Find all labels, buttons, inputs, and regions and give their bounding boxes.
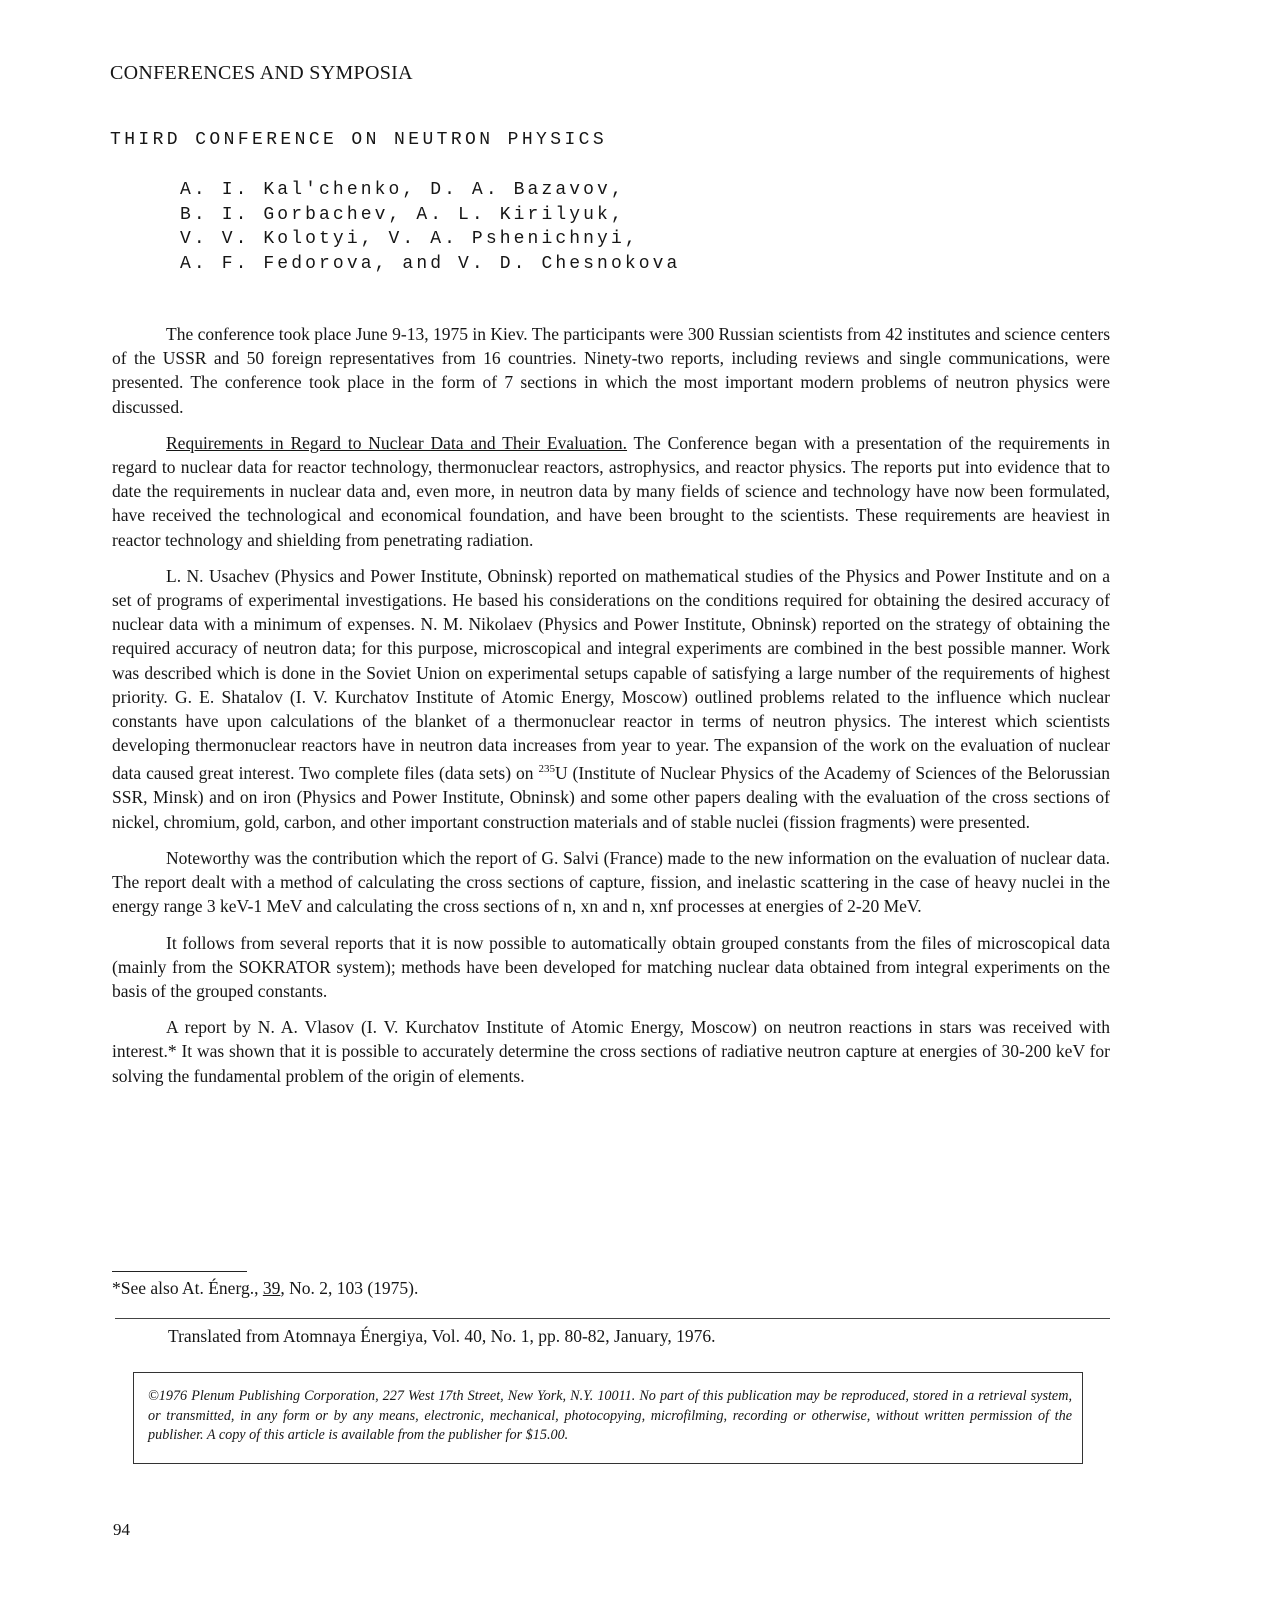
copyright-box <box>133 1372 1083 1464</box>
isotope-superscript: 235 <box>538 763 555 776</box>
article-title: THIRD CONFERENCE ON NEUTRON PHYSICS <box>110 130 608 150</box>
footnote-text: , No. 2, 103 (1975). <box>280 1278 419 1298</box>
translation-divider <box>115 1318 1110 1319</box>
translation-note: Translated from Atomnaya Énergiya, Vol. 40, No. 1, pp. 80-82, January, 1976. <box>168 1326 716 1346</box>
copyright-text: ©1976 Plenum Publishing Corporation, 227 West 17th Street, New York, N.Y. 10011. No part of this publication may be reproduced, stored in a retrieval system, or transmitted, in any form or by any means, electronic, mechanical, photocopying, microfilming, recording or otherwise, without written permission of the publisher. A copy of this article is available from the publisher for $15.00. <box>148 1388 1072 1443</box>
paragraph-text: The Conference began with a presentation of the requirements in regard to nuclear data for reactor technology, thermonuclear reactors, astrophysics, and reactor physics. The reports put into evidence that to date the requirements in nuclear data and, even more, in neutron data by many fields of science and technology have now been formulated, have received the technological and economical foundation, and have been brought to the scientists. These requirements are heaviest in reactor technology and shielding from penetrating radiation. <box>112 432 1110 550</box>
footnote-volume: 39 <box>262 1278 281 1298</box>
author-line: A. F. Fedorova, and V. D. Chesnokova <box>180 253 681 274</box>
paragraph-salvi: Noteworthy was the contribution which the report of G. Salvi (France) made to the new information on the evaluation of nuclear data. The report dealt with a method of calculating the cross sections of capture, fission, and inelastic scattering in the case of heavy nuclei in the energy range 3 keV-1 MeV and calculating the cross sections of n, xn and n, xnf processes at energies of 2-20 MeV. <box>112 847 1110 917</box>
author-list <box>180 178 680 276</box>
paragraph-text: U (Institute of Nuclear Physics of the Academy of Sciences of the Belorussian SSR, Minsk) and on iron (Physics and Power Institute, Obninsk) and some other papers dealing with the evaluation of the cross sections of nickel, chromium, gold, carbon, and other important construction materials and of stable nuclei (fission fragments) were presented. <box>112 763 1110 832</box>
subsection-heading: Requirements in Regard to Nuclear Data and Their Evaluation. <box>166 432 628 453</box>
paragraph-text: L. N. Usachev (Physics and Power Institute, Obninsk) reported on mathematical studies of the Physics and Power Institute and on a set of programs of experimental investigations. He based his considerations on the conditions required for obtaining the desired accuracy of nuclear data with a minimum of expenses. N. M. Nikolaev (Physics and Power Institute, Obninsk) reported on the strategy of obtaining the required accuracy of neutron data; for this purpose, microscopical and integral experiments are combined in the best possible manner. Work was described which is done in the Soviet Union on experimental setups capable of satisfying a large number of the requirements of highest priority. G. E. Shatalov (I. V. Kurchatov Institute of Atomic Energy, Moscow) outlined problems related to the influence which nuclear constants have upon calculations of the blanket of a thermonuclear reactor in terms of neutron physics. The interest which scientists developing thermonuclear reactors have in neutron data increases from year to year. The expansion of the work on the evaluation of nuclear data caused great interest. Two complete files (data sets) on <box>112 565 1110 784</box>
footnote <box>112 1278 418 1299</box>
author-line: B. I. Gorbachev, A. L. Kirilyuk, <box>180 204 625 225</box>
paragraph-intro: The conference took place June 9-13, 1975 in Kiev. The participants were 300 Russian scientists from 42 institutes and science centers of the USSR and 50 foreign representatives from 16 countries. Ninety-two reports, including reviews and single communications, were presented. The conference took place in the form of 7 sections in which the most important modern problems of neutron physics were discussed. <box>112 324 1110 417</box>
paragraph-grouped-constants: It follows from several reports that it is now possible to automatically obtain grouped constants from the files of microscopical data (mainly from the SOKRATOR system); methods have been developed for matching nuclear data obtained from integral experiments on the basis of the grouped constants. <box>112 932 1110 1001</box>
author-line: V. V. Kolotyi, V. A. Pshenichnyi, <box>180 229 639 249</box>
footnote-divider <box>112 1271 247 1272</box>
author-line: A. I. Kal'chenko, D. A. Bazavov, <box>180 180 625 200</box>
paragraph-usachev <box>112 564 1110 834</box>
section-heading: CONFERENCES AND SYMPOSIA <box>110 62 413 84</box>
paragraph-vlasov: A report by N. A. Vlasov (I. V. Kurchatov Institute of Atomic Energy, Moscow) on neutron reactions in stars was received with interest.* It was shown that it is possible to accurately determine the cross sections of radiative neutron capture at energies of 30-200 keV for solving the fundamental problem of the origin of elements. <box>112 1017 1110 1086</box>
page-number: 94 <box>113 1520 130 1539</box>
paragraph-requirements <box>112 431 1110 552</box>
article-body <box>112 322 1110 1100</box>
footnote-text: *See also At. Énerg., <box>112 1278 263 1298</box>
